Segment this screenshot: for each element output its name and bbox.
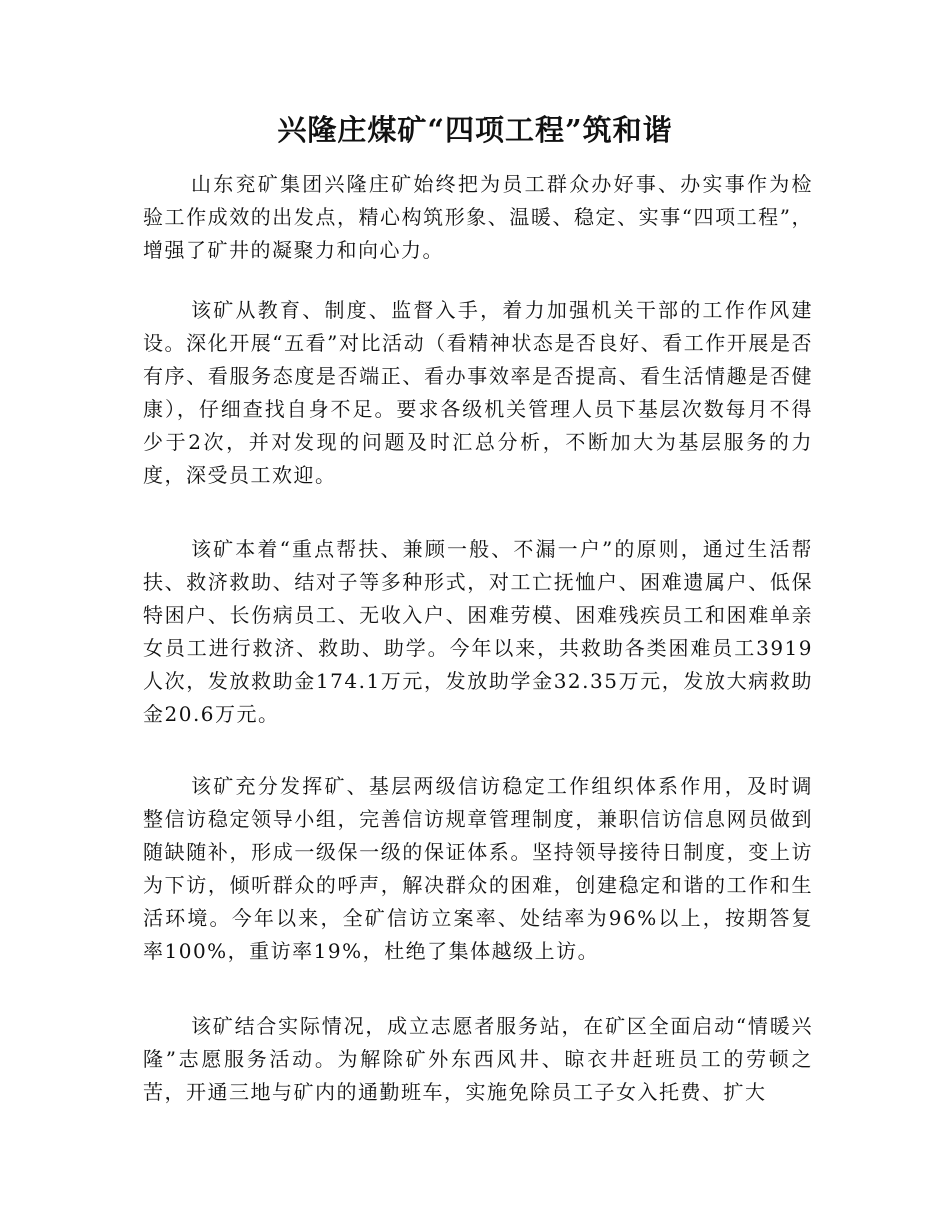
paragraph-assistance: 该矿本着“重点帮扶、兼顾一般、不漏一户”的原则，通过生活帮扶、救济救助、结对子等多种形式，对工亡抚恤户、困难遗属户、低保特困户、长伤病员工、无收入户、困难劳模、困难残疾员工和困难单亲女员工进行救济、救助、助学。今年以来，共救助各类困难员工3919人次，发放救助金174.1万元，发放助学金32.35万元，发放大病救助金20.6万元。: [143, 537, 813, 726]
paragraph-work-style: 该矿从教育、制度、监督入手，着力加强机关干部的工作作风建设。深化开展“五看”对比活动（看精神状态是否良好、看工作开展是否有序、看服务态度是否端正、看办事效率是否提高、看生活情趣是否健康），仔细查找自身不足。要求各级机关管理人员下基层次数每月不得少于2次，并对发现的问题及时汇总分析，不断加大为基层服务的力度，深受员工欢迎。: [143, 298, 813, 487]
document-title: 兴隆庄煤矿“四项工程”筑和谐: [277, 113, 673, 147]
paragraph-volunteers: 该矿结合实际情况，成立志愿者服务站，在矿区全面启动“情暖兴隆”志愿服务活动。为解除矿外东西风井、晾衣井赶班员工的劳顿之苦，开通三地与矿内的通勤班车，实施免除员工子女入托费、扩大: [143, 1014, 813, 1104]
paragraph-petitions: 该矿充分发挥矿、基层两级信访稳定工作组织体系作用，及时调整信访稳定领导小组，完善信访规章管理制度，兼职信访信息网员做到随缺随补，形成一级保一级的保证体系。坚持领导接待日制度，变上访为下访，倾听群众的呼声，解决群众的困难，创建稳定和谐的工作和生活环境。今年以来，全矿信访立案率、处结率为96%以上，按期答复率100%，重访率19%，杜绝了集体越级上访。: [143, 774, 813, 963]
paragraph-intro: 山东兖矿集团兴隆庄矿始终把为员工群众办好事、办实事作为检验工作成效的出发点，精心构筑形象、温暖、稳定、实事“四项工程”，增强了矿井的凝聚力和向心力。: [143, 172, 813, 262]
